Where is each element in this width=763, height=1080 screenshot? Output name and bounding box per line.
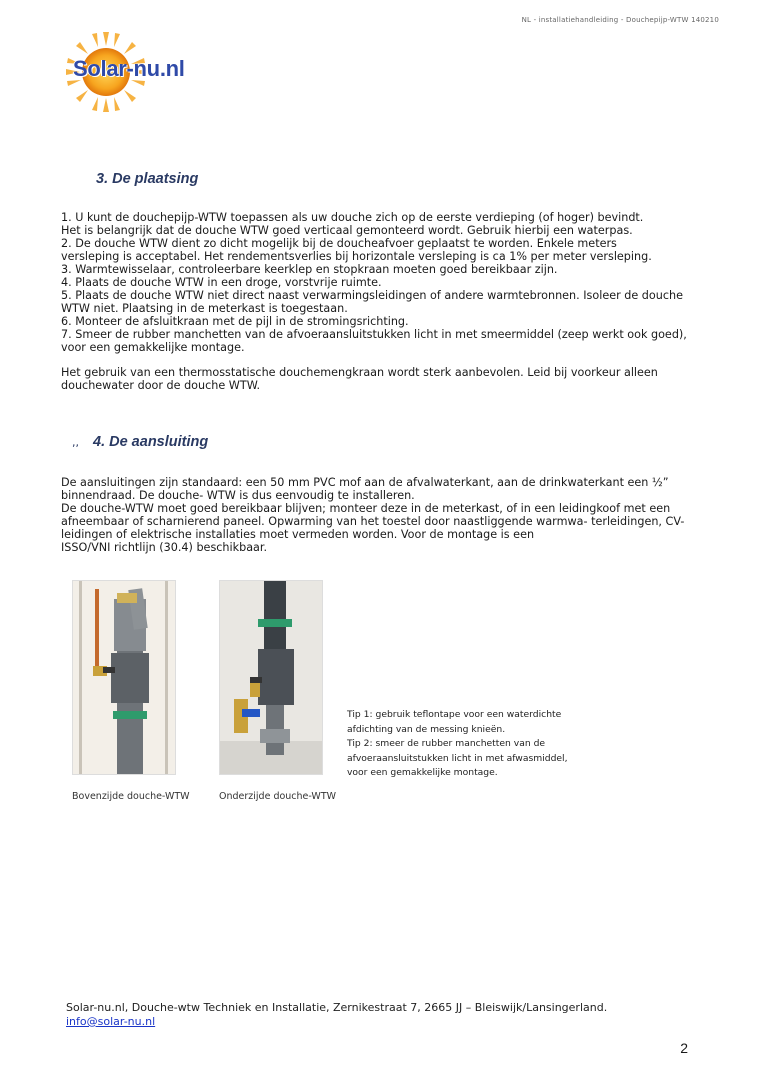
body-line: 7. Smeer de rubber manchetten van de afvoeraansluitstukken licht in met smeermiddel (zeep werkt ook goed), [61, 328, 687, 341]
body-line: voor een gemakkelijke montage. [61, 341, 245, 354]
body-line: WTW niet. Plaatsing in de meterkast is toegestaan. [61, 302, 348, 315]
section-3-heading: 3. De plaatsing [96, 171, 199, 187]
photo-bottom-side [219, 580, 323, 775]
body-line: 5. Plaats de douche WTW niet direct naast verwarmingsleidingen of andere warmtebronnen. Isoleer de douche [61, 289, 683, 302]
footer-address: Solar-nu.nl, Douche-wtw Techniek en Installatie, Zernikestraat 7, 2665 JJ – Bleiswijk/Lansingerland. [66, 1001, 608, 1014]
body-line: 2. De douche WTW dient zo dicht mogelijk bij de doucheafvoer geplaatst te worden. Enkele meters [61, 237, 617, 250]
tip-line: Tip 1: gebruik teflontape voor een waterdichte [347, 709, 562, 720]
note-line: Het gebruik van een thermosstatische douchemengkraan wordt sterk aanbevolen. Leid bij voorkeur alleen [61, 366, 658, 379]
footer-email-link[interactable]: info@solar-nu.nl [66, 1015, 156, 1028]
section-4-heading: ,, 4. De aansluiting [72, 434, 209, 450]
body-line: 3. Warmtewisselaar, controleerbare keerklep en stopkraan moeten goed bereikbaar zijn. [61, 263, 558, 276]
caption-bottom-side: Onderzijde douche-WTW [219, 791, 337, 802]
note-line: douchewater door de douche WTW. [61, 379, 261, 392]
heading-prefix: ,, [72, 436, 79, 449]
body-line: afneembaar of scharnierend paneel. Opwarming van het toestel door naastliggende warmwa- terleidingen, CV- [61, 515, 685, 528]
section-3-body [61, 211, 687, 354]
body-line: De aansluitingen zijn standaard: een 50 mm PVC mof aan de afvalwaterkant, aan de drinkwaterkant een ½” [61, 476, 669, 489]
section-3-note [61, 366, 658, 392]
tip-line: Tip 2: smeer de rubber manchetten van de [347, 738, 546, 749]
body-line: versleping is acceptabel. Het rendementsverlies bij horizontale versleping is ca 1% per meter versleping. [61, 250, 652, 263]
caption-top-side: Bovenzijde douche-WTW [72, 791, 190, 802]
photo-top-side [72, 580, 176, 775]
solar-nu-logo [66, 32, 216, 114]
body-line: 4. Plaats de douche WTW in een droge, vorstvrije ruimte. [61, 276, 382, 289]
body-line: leidingen of elektrische installaties moet vermeden worden. Voor de montage is een [61, 528, 535, 541]
body-line: De douche-WTW moet goed bereikbaar blijven; monteer deze in de meterkast, of in een leidingkoof met een [61, 502, 671, 515]
body-line: 1. U kunt de douchepijp-WTW toepassen als uw douche zich op de eerste verdieping (of hoger) bevindt. [61, 211, 644, 224]
body-line: ISSO/VNI richtlijn (30.4) beschikbaar. [61, 541, 268, 554]
footer [66, 1001, 607, 1029]
document-reference: NL - installatiehandleiding - Douchepijp-WTW 140210 [521, 16, 719, 24]
body-line: binnendraad. De douche- WTW is dus eenvoudig te installeren. [61, 489, 415, 502]
tip-line: afvoeraansluitstukken licht in met afwasmiddel, [347, 752, 568, 764]
installation-tips [347, 708, 568, 781]
page-number: 2 [680, 1040, 688, 1056]
body-line: Het is belangrijk dat de douche WTW goed verticaal gemonteerd wordt. Gebruik hierbij een waterpas. [61, 224, 633, 237]
tip-line: voor een gemakkelijke montage. [347, 767, 498, 778]
section-4-body [61, 476, 684, 554]
logo-wordmark: Solar-nu.nl [73, 56, 185, 81]
tip-line: afdichting van de messing knieën. [347, 723, 506, 735]
body-line: 6. Monteer de afsluitkraan met de pijl in de stromingsrichting. [61, 315, 409, 328]
